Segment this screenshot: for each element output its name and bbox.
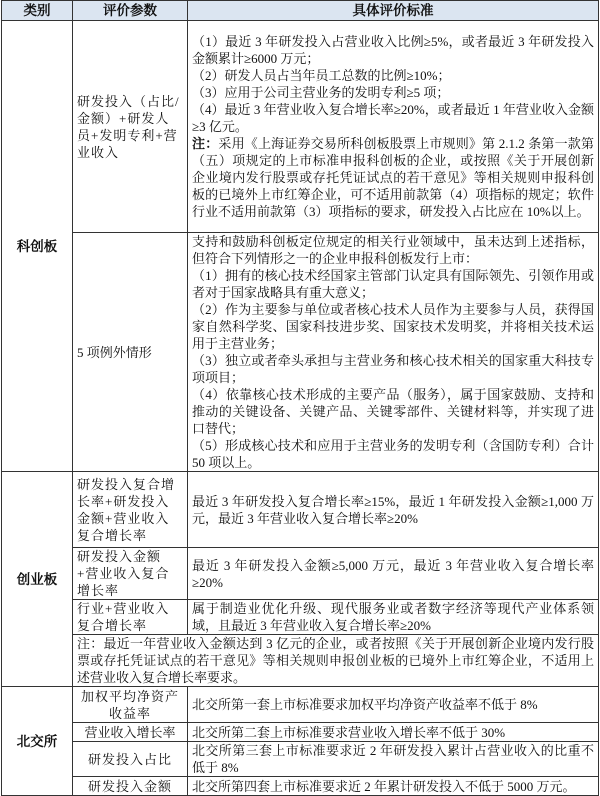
criteria-item: （3）应用于公司主营业务的发明专利≥5 项；: [192, 85, 450, 100]
header-row: [2, 1, 599, 21]
table-row: [2, 687, 599, 723]
note-cell: 注：最近一年营业收入金额达到 3 亿元的企业，或者按照《关于开展创新企业境内发行股票或存托凭证试点的若干意见》等相关规则申报创业板的已境外上市红筹企业，不适用上述营业收入复合增长率要求。: [73, 635, 599, 687]
param-cell: 行业+营业收入复合增长率: [73, 600, 188, 635]
criteria-item: （1）最近 3 年研发投入占营业收入比例≥5%，或者最近 3 年研发投入金额累计≥6000 万元；: [192, 34, 594, 66]
criteria-cell: [188, 233, 599, 472]
param-cell: 研发投入（占比/金额）+研发人员+发明专利+营业收入: [73, 21, 188, 233]
table-row: [2, 635, 599, 687]
param-cell: 研发投入金额: [73, 777, 188, 796]
category-cell: 科创板: [2, 21, 73, 472]
category-cell: 北交所: [2, 687, 73, 796]
criteria-item: （1）拥有的核心技术经国家主管部门认定具有国际领先、引领作用或者对于国家战略具有重大意义；: [192, 268, 594, 300]
criteria-cell: 北交所第一套上市标准要求加权平均净资产收益率不低于 8%: [188, 687, 599, 723]
criteria-item: （5）形成核心技术和应用于主营业务的发明专利（含国防专利）合计 50 项以上。: [192, 438, 594, 470]
criteria-item: （2）研发人员占当年员工总数的比例≥10%；: [192, 68, 451, 83]
param-cell: 5 项例外情形: [73, 233, 188, 472]
criteria-note: [192, 135, 594, 220]
category-cell: 创业板: [2, 472, 73, 687]
table-row: [2, 723, 599, 742]
criteria-cell: 最近 3 年研发投入金额≥5,000 万元，最近 3 年营业收入复合增长率≥20%: [188, 548, 599, 600]
table-row: [2, 548, 599, 600]
criteria-item: （2）作为主要参与单位或者核心技术人员作为主要参与人员，获得国家自然科学奖、国家科技进步奖、国家技术发明奖，并将相关技术运用于主营业务；: [192, 302, 594, 351]
note-text: 采用《上海证券交易所科创板股票上市规则》第 2.1.2 条第一款第（五）项规定的上市标准申报科创板的企业，或按照《关于开展创新企业境内发行股票或存托凭证试点的若干意见》等相关规则申报科创板的已境外上市红筹企业，可不适用前款第（4）项指标的规定；软件行业不适用前款第（3）项指标的要求，研发投入占比应在 10%以上。: [192, 136, 594, 219]
table-row: [2, 777, 599, 796]
criteria-item: （4）依靠核心技术形成的主要产品（服务），属于国家鼓励、支持和推动的关键设备、关键产品、关键零部件、关键材料等，并实现了进口替代；: [192, 387, 594, 436]
param-cell: 营业收入增长率: [73, 723, 188, 742]
header-criteria: 具体评价标准: [188, 1, 599, 21]
criteria-item: 支持和鼓励科创板定位规定的相关行业领域中，虽未达到上述指标，但符合下列情形之一的企业申报科创板发行上市：: [192, 234, 594, 266]
param-cell: 研发投入复合增长率+研发投入金额+营业收入复合增长率: [73, 472, 188, 548]
criteria-item: （4）最近 3 年营业收入复合增长率≥20%，或者最近 1 年营业收入金额≥3 亿元。: [192, 102, 594, 134]
listing-criteria-table: [1, 0, 599, 796]
criteria-cell: 北交所第四套上市标准要求近 2 年累计研发投入不低于 5000 万元。: [188, 777, 599, 796]
table-row: [2, 742, 599, 777]
param-cell: 研发投入占比: [73, 742, 188, 777]
param-cell: 研发投入金额+营业收入复合增长率: [73, 548, 188, 600]
header-params: 评价参数: [73, 1, 188, 21]
table-row: [2, 600, 599, 635]
criteria-cell: 最近 3 年研发投入复合增长率≥15%，最近 1 年研发投入金额≥1,000 万元，最近 3 年营业收入复合增长率≥20%: [188, 472, 599, 548]
param-cell: 加权平均净资产收益率: [73, 687, 188, 723]
header-category: 类别: [2, 1, 73, 21]
criteria-cell: 北交所第三套上市标准要求近 2 年研发投入累计占营业收入的比重不低于 8%: [188, 742, 599, 777]
criteria-cell: 北交所第二套上市标准要求营业收入增长率不低于 30%: [188, 723, 599, 742]
table-row: [2, 21, 599, 233]
criteria-cell: [188, 21, 599, 233]
note-label: 注：: [192, 136, 219, 151]
criteria-item: （3）独立或者牵头承担与主营业务和核心技术相关的国家重大科技专项项目；: [192, 353, 594, 385]
table-row: [2, 472, 599, 548]
table-row: [2, 233, 599, 472]
criteria-cell: 属于制造业优化升级、现代服务业或者数字经济等现代产业体系领域，且最近 3 年营业收入复合增长率≥20%: [188, 600, 599, 635]
